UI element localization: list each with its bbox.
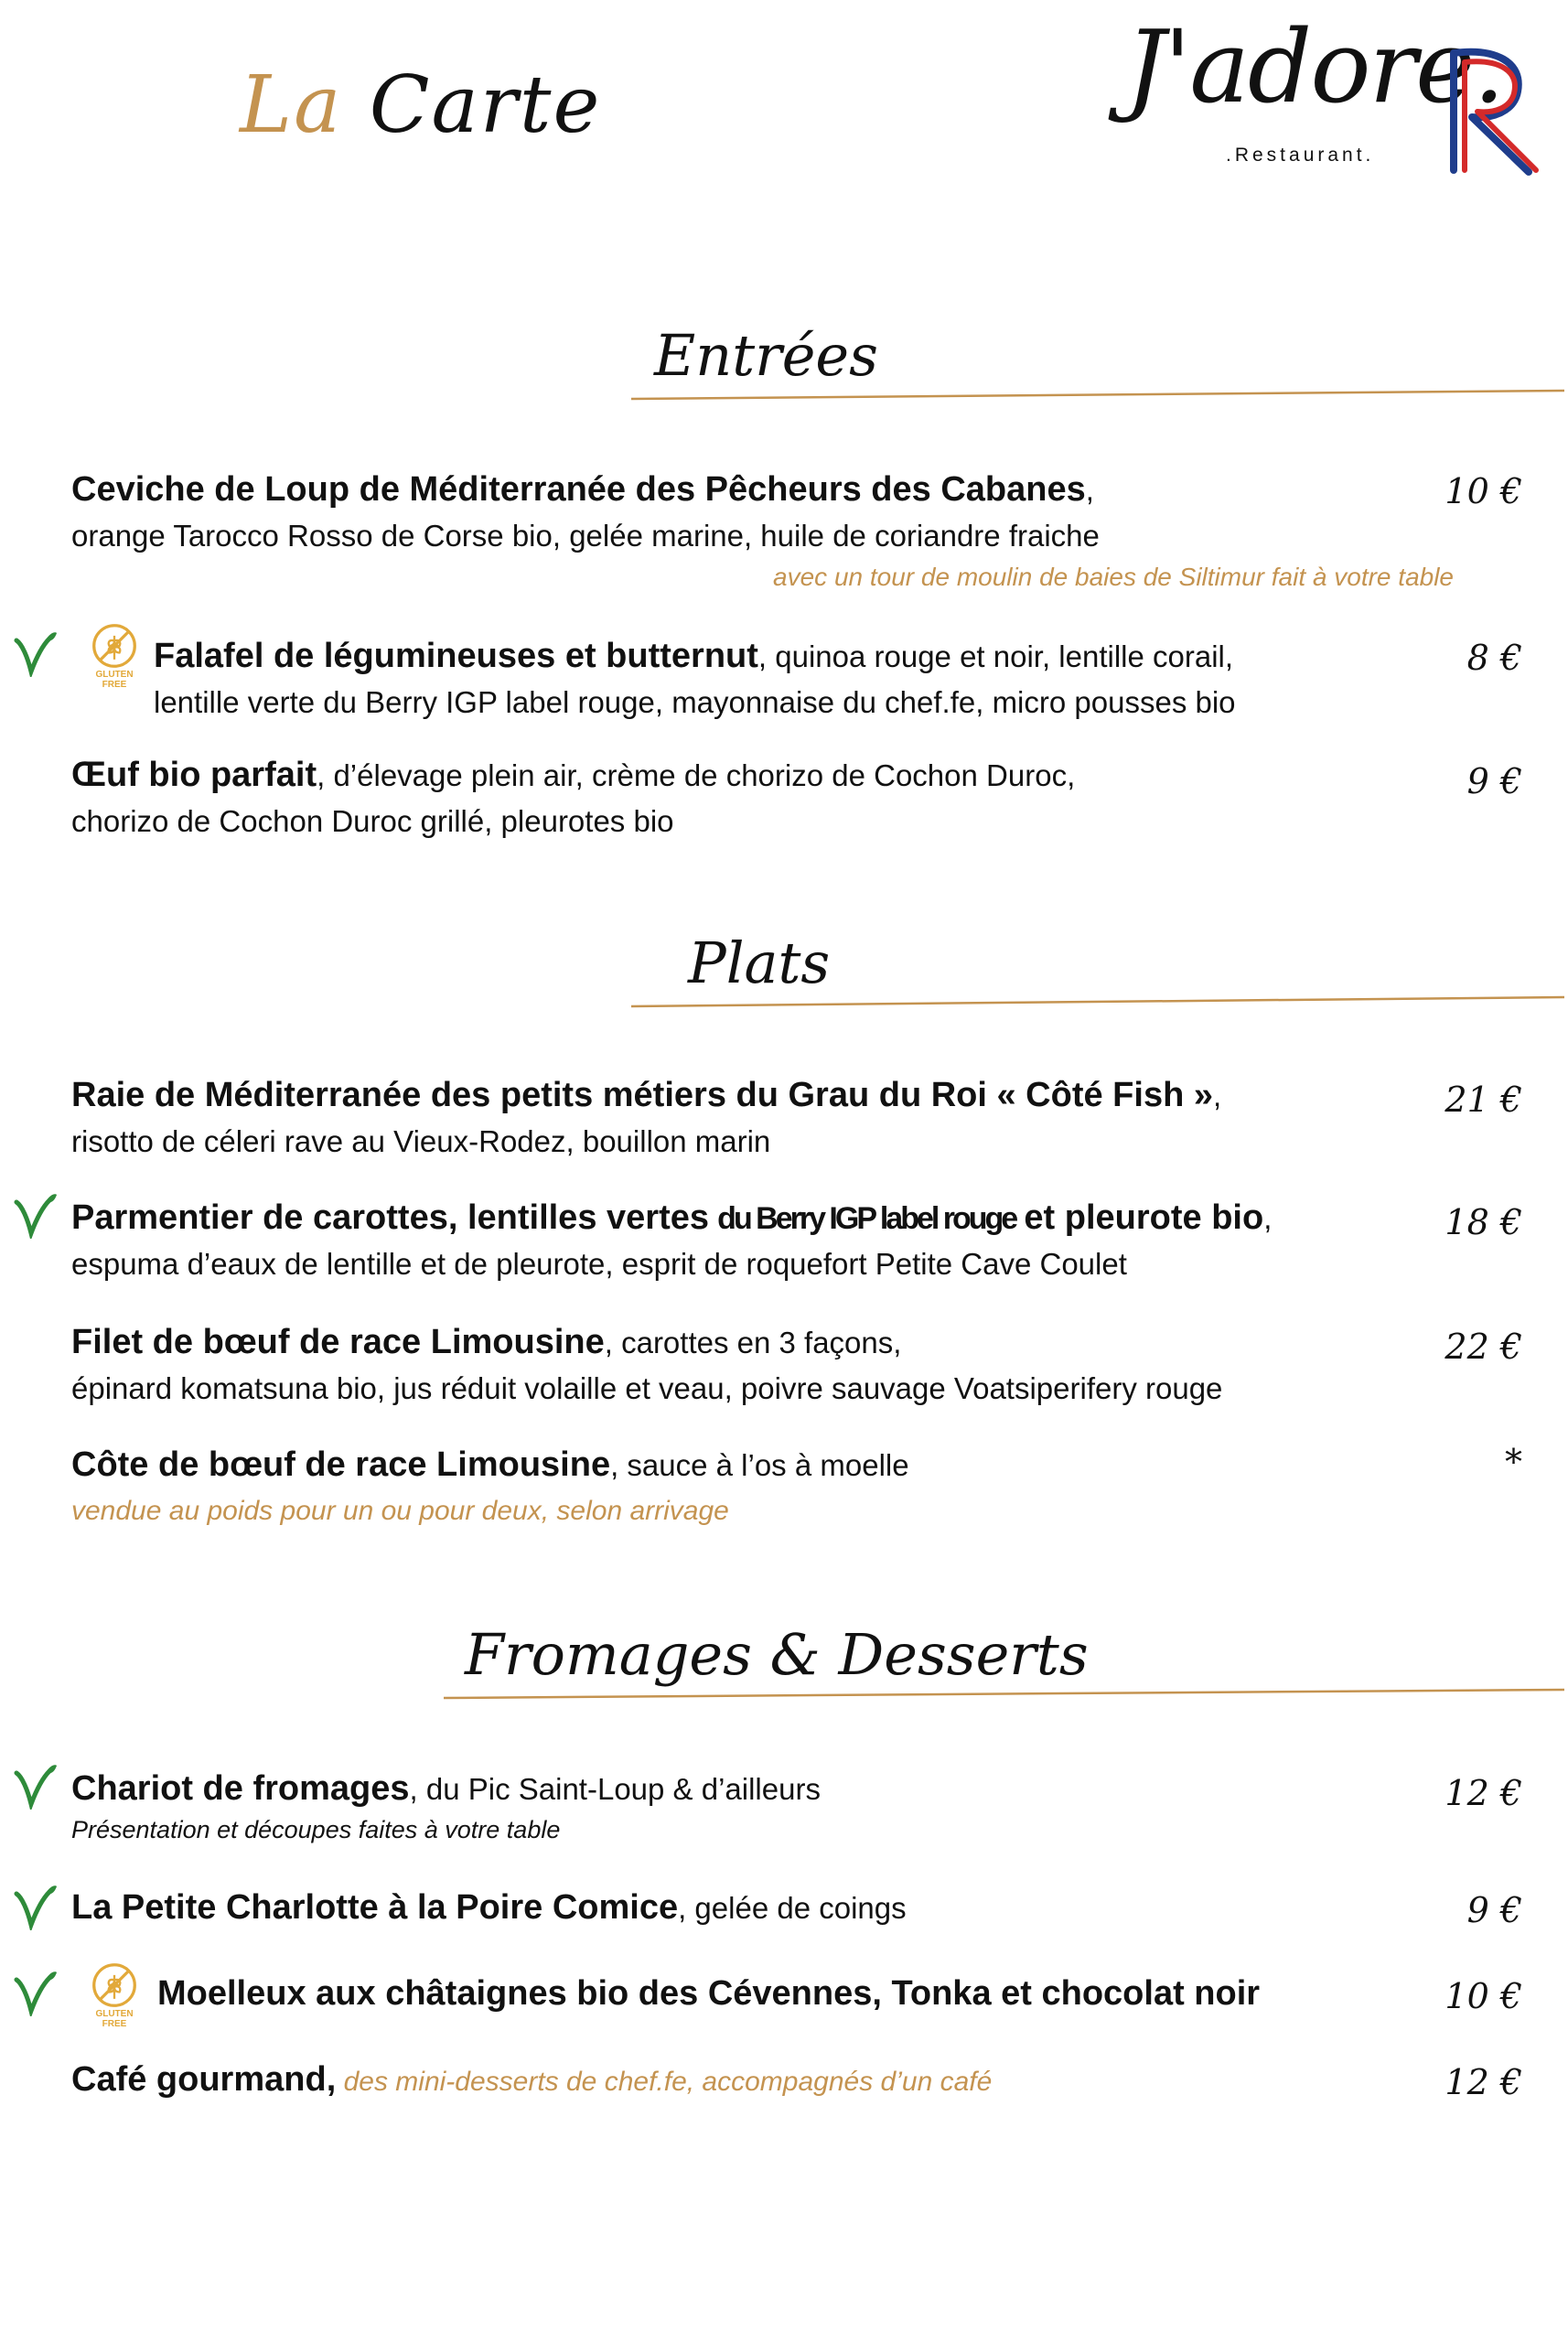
gluten-free-label: GLUTEN [95,2009,134,2019]
item-desc-line2: espuma d’eaux de lentille et de pleurote, esprit de roquefort Petite Cave Coulet [71,1247,1127,1281]
item-desc-line2: épinard komatsuna bio, jus réduit volaille et veau, poivre sauvage Voatsiperifery rouge [71,1371,1223,1405]
vegetarian-icon [13,1969,59,2016]
item-name: Œuf bio parfait [71,756,317,794]
item-name: Côte de bœuf de race Limousine [71,1445,611,1484]
vegetarian-icon [13,1883,59,1930]
menu-item-charlotte [71,1885,1425,1931]
price-filet: 22 € [1444,1327,1522,1367]
price-moelleux: 10 € [1444,1976,1522,2016]
plats-rule [631,997,1564,1006]
item-note: vendue au poids pour un ou pour deux, selon arrivage [71,1496,729,1526]
item-desc: , du Pic Saint-Loup & d’ailleurs [409,1772,821,1806]
price-ceviche: 10 € [1444,471,1522,511]
logo-r-icon [1441,35,1541,181]
item-desc: , sauce à l’os à moelle [610,1448,909,1482]
item-desc: , gelée de coings [678,1891,907,1925]
price-oeuf: 9 € [1466,761,1522,801]
item-desc-line2: orange Tarocco Rosso de Corse bio, gelée marine, huile de coriandre fraiche [71,519,1100,553]
menu-item-moelleux [157,1971,1347,2017]
logo-subtitle: .Restaurant. [1226,145,1375,166]
item-name: Ceviche de Loup de Méditerranée des Pêcheurs des Cabanes [71,470,1086,509]
vegetarian-icon [13,629,59,677]
item-desc: , carottes en 3 façons, [604,1326,902,1359]
item-name-part3: et pleurote bio [1024,1198,1264,1237]
entrees-rule [631,391,1564,399]
item-desc-line2: risotto de céleri rave au Vieux-Rodez, bouillon marin [71,1124,771,1158]
item-name: Falafel de légumineuses et butternut [154,637,758,675]
price-raie: 21 € [1444,1080,1522,1120]
item-name: Filet de bœuf de race Limousine [71,1323,605,1361]
item-name: Raie de Méditerranée des petits métiers du Grau du Roi « Côté Fish » [71,1076,1213,1114]
item-desc-line2: chorizo de Cochon Duroc grillé, pleurotes bio [71,804,674,838]
price-cote: * [1505,1442,1522,1482]
menu-item-parmentier [71,1195,1425,1287]
menu-item-cafe [71,2057,1425,2105]
restaurant-logo [1125,8,1546,181]
section-heading-plats: Plats [688,929,831,996]
desserts-rule [444,1690,1564,1698]
item-name: Café gourmand, [71,2060,337,2099]
menu-item-raie [71,1072,1425,1165]
gluten-free-label: FREE [102,2019,127,2029]
item-desc: , [1085,473,1094,507]
menu-item-falafel [154,633,1416,725]
price-charlotte: 9 € [1466,1890,1522,1930]
item-note: Présentation et découpes faites à votre table [71,1816,561,1843]
gluten-free-label: GLUTEN [95,670,134,680]
price-cafe: 12 € [1444,2062,1522,2102]
item-name-part2: du Berry IGP label rouge [717,1201,1016,1236]
item-name: Chariot de fromages [71,1769,410,1808]
menu-item-ceviche [71,467,1425,559]
item-name: La Petite Charlotte à la Poire Comice [71,1888,679,1927]
price-falafel: 8 € [1466,638,1522,678]
item-desc: , [1263,1201,1273,1235]
page-title-la: La [240,59,343,151]
gluten-free-icon [84,1961,145,2035]
price-parmentier: 18 € [1444,1202,1522,1242]
item-name: Moelleux aux châtaignes bio des Cévennes, Tonka et chocolat noir [157,1974,1261,2013]
menu-item-oeuf [71,752,1425,844]
item-desc: , quinoa rouge et noir, lentille corail, [757,639,1234,673]
item-desc-line2: lentille verte du Berry IGP label rouge, mayonnaise du chef.fe, micro pousses bio [154,685,1236,719]
price-chariot: 12 € [1444,1773,1522,1813]
page-title-carte: Carte [369,59,602,151]
menu-item-cote [71,1442,1425,1534]
item-desc: , [1213,1079,1222,1112]
menu-item-filet [71,1319,1425,1412]
item-note: des mini-desserts de chef.fe, accompagnés d’un café [336,2067,993,2097]
item-desc: , d’élevage plein air, crème de chorizo de Cochon Duroc, [317,758,1076,792]
item-name-part1: Parmentier de carottes, lentilles vertes [71,1198,709,1237]
vegetarian-icon [13,1762,59,1810]
section-heading-desserts: Fromages & Desserts [465,1621,1089,1688]
gluten-free-icon [84,622,145,695]
logo-script: J'adore. [1125,8,1504,125]
section-heading-entrees: Entrées [654,322,878,389]
menu-item-chariot [71,1766,1425,1847]
gluten-free-label: FREE [102,680,127,690]
page-title [240,59,602,151]
vegetarian-icon [13,1191,59,1239]
item-note-ceviche: avec un tour de moulin de baies de Siltimur fait à votre table [773,563,1454,591]
